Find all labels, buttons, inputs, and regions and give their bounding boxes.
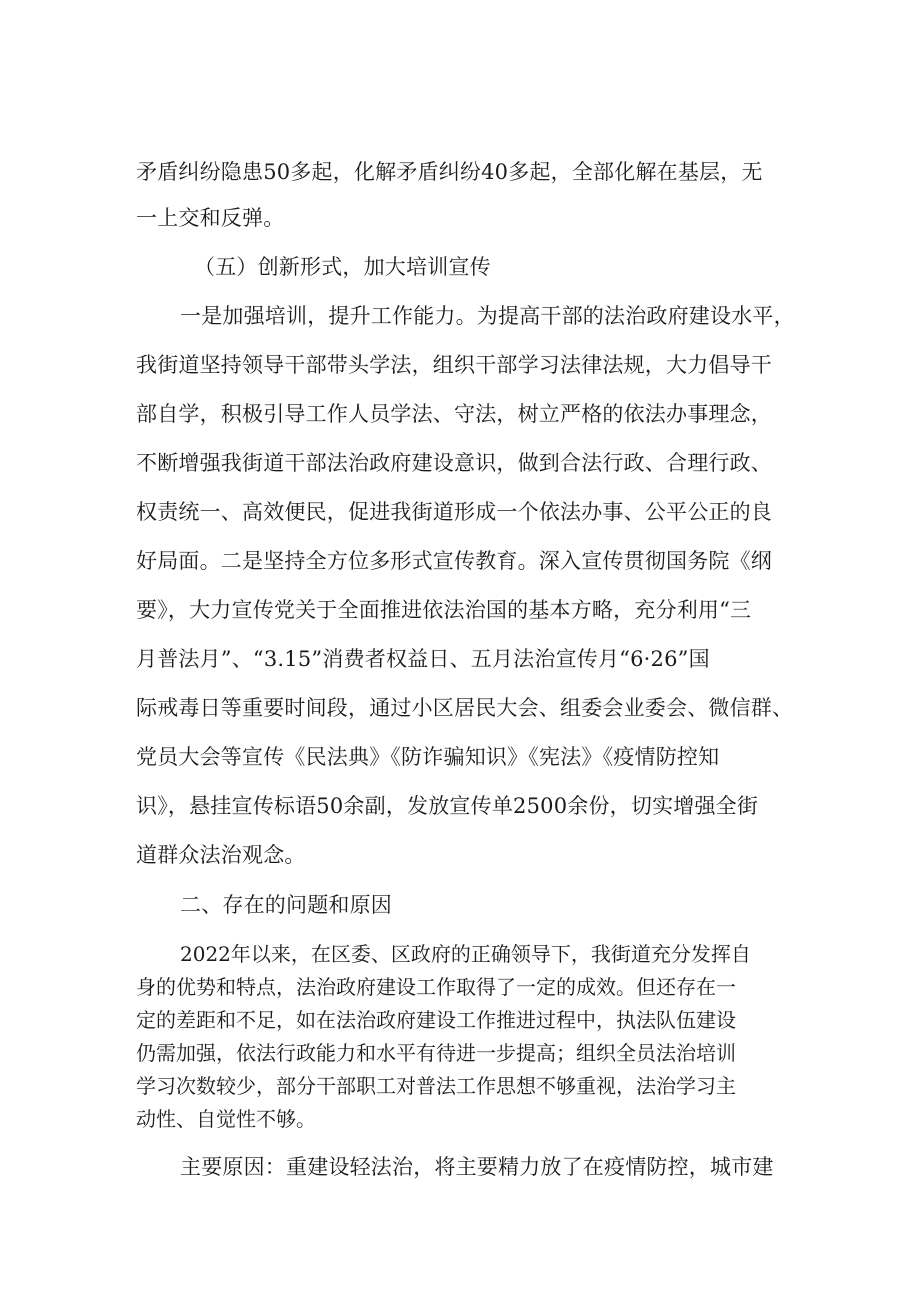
section-heading-2: 二、存在的问题和原因: [180, 893, 392, 917]
paragraph-3-line-2: 身的优势和特点，法治政府建设工作取得了一定的成效。但还存在一: [136, 975, 736, 999]
paragraph-3-line-6: 动性、自觉性不够。: [136, 1107, 316, 1131]
paragraph-1-line-2: 一上交和反弹。: [136, 206, 285, 230]
paragraph-2-line-9: 际戒毒日等重要时间段，通过小区居民大会、组委会业委会、微信群、: [136, 696, 794, 720]
paragraph-4-line-1: 主要原因：重建设轻法治，将主要精力放了在疫情防控，城市建: [180, 1155, 774, 1179]
paragraph-2-line-6: 好局面。二是坚持全方位多形式宣传教育。深入宣传贯彻国务院《纲: [136, 549, 772, 573]
paragraph-1-line-1: 矛盾纠纷隐患50多起，化解矛盾纠纷40多起，全部化解在基层，无: [136, 160, 763, 184]
paragraph-2-line-7: 要》，大力宣传党关于全面推进依法治国的基本方略，充分利用“三: [136, 598, 752, 622]
paragraph-2-line-5: 权责统一、高效便民，促进我街道形成一个依法办事、公平公正的良: [136, 500, 772, 524]
paragraph-3-line-3: 定的差距和不足，如在法治政府建设工作推进过程中，执法队伍建设: [136, 1008, 736, 1032]
paragraph-3-line-4: 仍需加强，依法行政能力和水平有待进一步提高；组织全员法治培训: [136, 1041, 736, 1065]
paragraph-2-line-3: 部自学，积极引导工作人员学法、守法，树立严格的依法办事理念，: [136, 402, 772, 426]
section-heading-5: （五）创新形式，加大培训宣传: [194, 255, 491, 279]
paragraph-2-line-12: 道群众法治观念。: [136, 843, 306, 867]
paragraph-3-line-1: 2022年以来，在区委、区政府的正确领导下，我街道充分发挥自: [180, 942, 751, 966]
paragraph-2-line-2: 我街道坚持领导干部带头学法，组织干部学习法律法规，大力倡导干: [136, 353, 772, 377]
paragraph-2-line-1: 一是加强培训，提升工作能力。为提高干部的法治政府建设水平，: [180, 304, 795, 328]
paragraph-2-line-10: 党员大会等宣传《民法典》《防诈骗知识》《宪法》《疫情防控知: [136, 745, 720, 769]
paragraph-2-line-8: 月普法月”、“3.15”消费者权益日、五月法治宣传月“6·26”国: [136, 647, 710, 671]
paragraph-2-line-4: 不断增强我街道干部法治政府建设意识，做到合法行政、合理行政、: [136, 451, 772, 475]
paragraph-3-line-5: 学习次数较少，部分干部职工对普法工作思想不够重视，法治学习主: [136, 1074, 736, 1098]
paragraph-2-line-11: 识》，悬挂宣传标语50余副，发放宣传单2500余份，切实增强全街: [136, 794, 759, 818]
